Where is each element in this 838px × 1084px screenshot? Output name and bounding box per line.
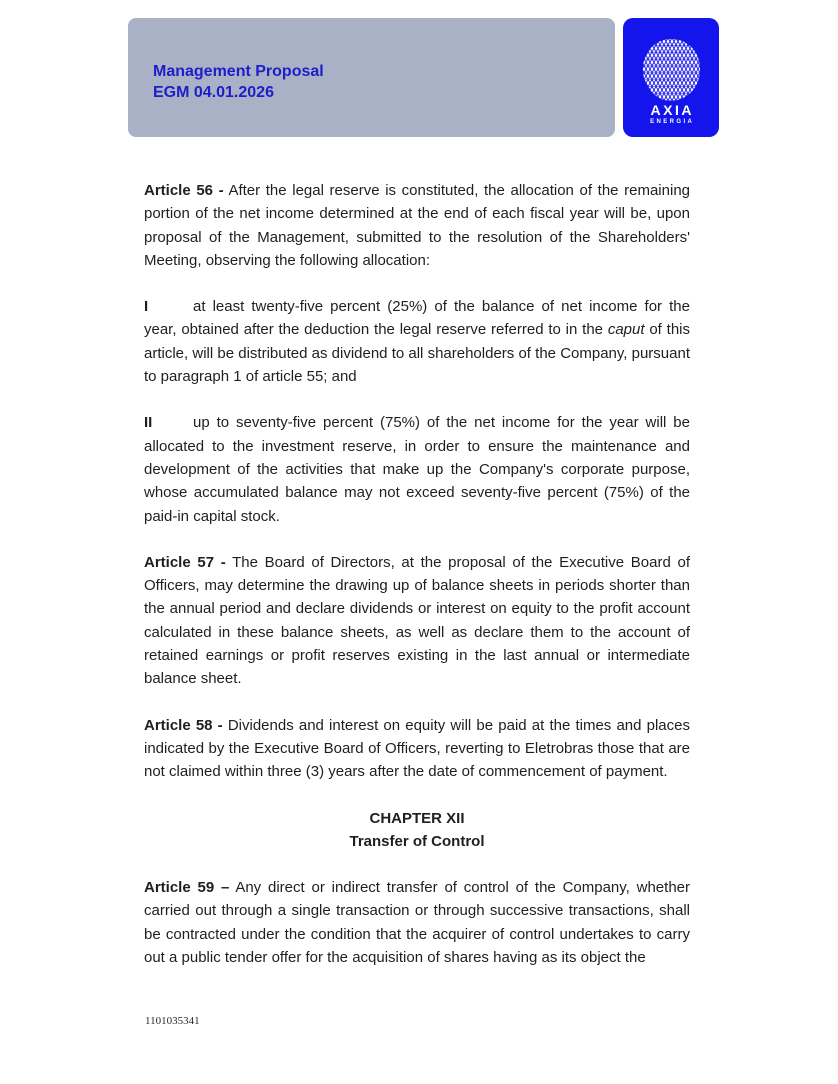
paragraph-article-57 (144, 551, 690, 691)
chapter-title: Transfer of Control (349, 832, 485, 850)
chapter-heading-block (144, 807, 690, 854)
item-i-text-before: at least twenty-five percent (25%) of the balance of net income for the year, obtained after the deduction the legal reserve referred to in the (144, 298, 690, 339)
article-59-label: Article 59 – (144, 879, 230, 897)
header-title-line2: EGM 04.01.2026 (153, 84, 274, 101)
item-i-italic-word: caput (607, 321, 645, 339)
header-title (153, 61, 324, 103)
article-56-text: After the legal reserve is constituted, the allocation of the remaining portion of the net income determined at the end of each fiscal year will be, upon proposal of the Management, submitted to the resolution of the Shareholders' Meeting, observing the following allocation: (144, 182, 691, 269)
article-59-text: Any direct or indirect transfer of control of the Company, whether carried out through a single transaction or through successive transactions, shall be contracted under the condition that the acquirer of control undertakes to carry out a public tender offer for the acquisition of shares having as its object the (144, 879, 690, 967)
logo-sub-text: ENERGIA (650, 119, 695, 125)
sphere-mesh-logo-icon (640, 38, 702, 102)
article-56-label: Article 56 - (144, 182, 224, 199)
article-58-text: Dividends and interest on equity will be paid at the times and places indicated by the Executive Board of Officers, reverting to Eletrobras those that are not claimed within three (3) years after the date of commencement of payment. (144, 716, 690, 781)
document-body (144, 179, 690, 992)
paragraph-item-i (144, 295, 690, 388)
item-i-label: I (144, 298, 149, 316)
header-banner (128, 18, 615, 137)
company-logo (623, 18, 719, 137)
logo-brand-text: AXIA (650, 102, 694, 118)
header-title-line1: Management Proposal (153, 63, 324, 80)
item-ii-text: up to seventy-five percent (75%) of the net income for the year will be allocated to the investment reserve, in order to ensure the maintenance and development of the activities that make up the Company's corporate purpose, whose accumulated balance may not exceed seventy-five percent (75%) of the paid-in capital stock. (144, 414, 690, 525)
item-ii-label: II (144, 414, 153, 432)
article-57-text: The Board of Directors, at the proposal of the Executive Board of Officers, may determine the drawing up of balance sheets in periods shorter than the annual period and declare dividends or interest on equity to the profit account calculated in these balance sheets, as well as declare them to the account of retained earnings or profit reserves existing in the last annual or intermediate balance sheet. (144, 553, 690, 688)
article-57-label: Article 57 - (144, 553, 226, 571)
article-58-label: Article 58 - (144, 716, 223, 734)
paragraph-item-ii (144, 411, 690, 527)
paragraph-article-56 (144, 179, 690, 272)
item-i-text-after: of this article, will be distributed as dividend to all shareholders of the Company, pursuant to paragraph 1 of article 55; and (144, 321, 691, 386)
paragraph-article-58 (144, 714, 690, 784)
paragraph-article-59 (144, 876, 690, 969)
footer-document-code: 1101035341 (145, 1015, 200, 1027)
chapter-number: CHAPTER XII (369, 809, 465, 827)
